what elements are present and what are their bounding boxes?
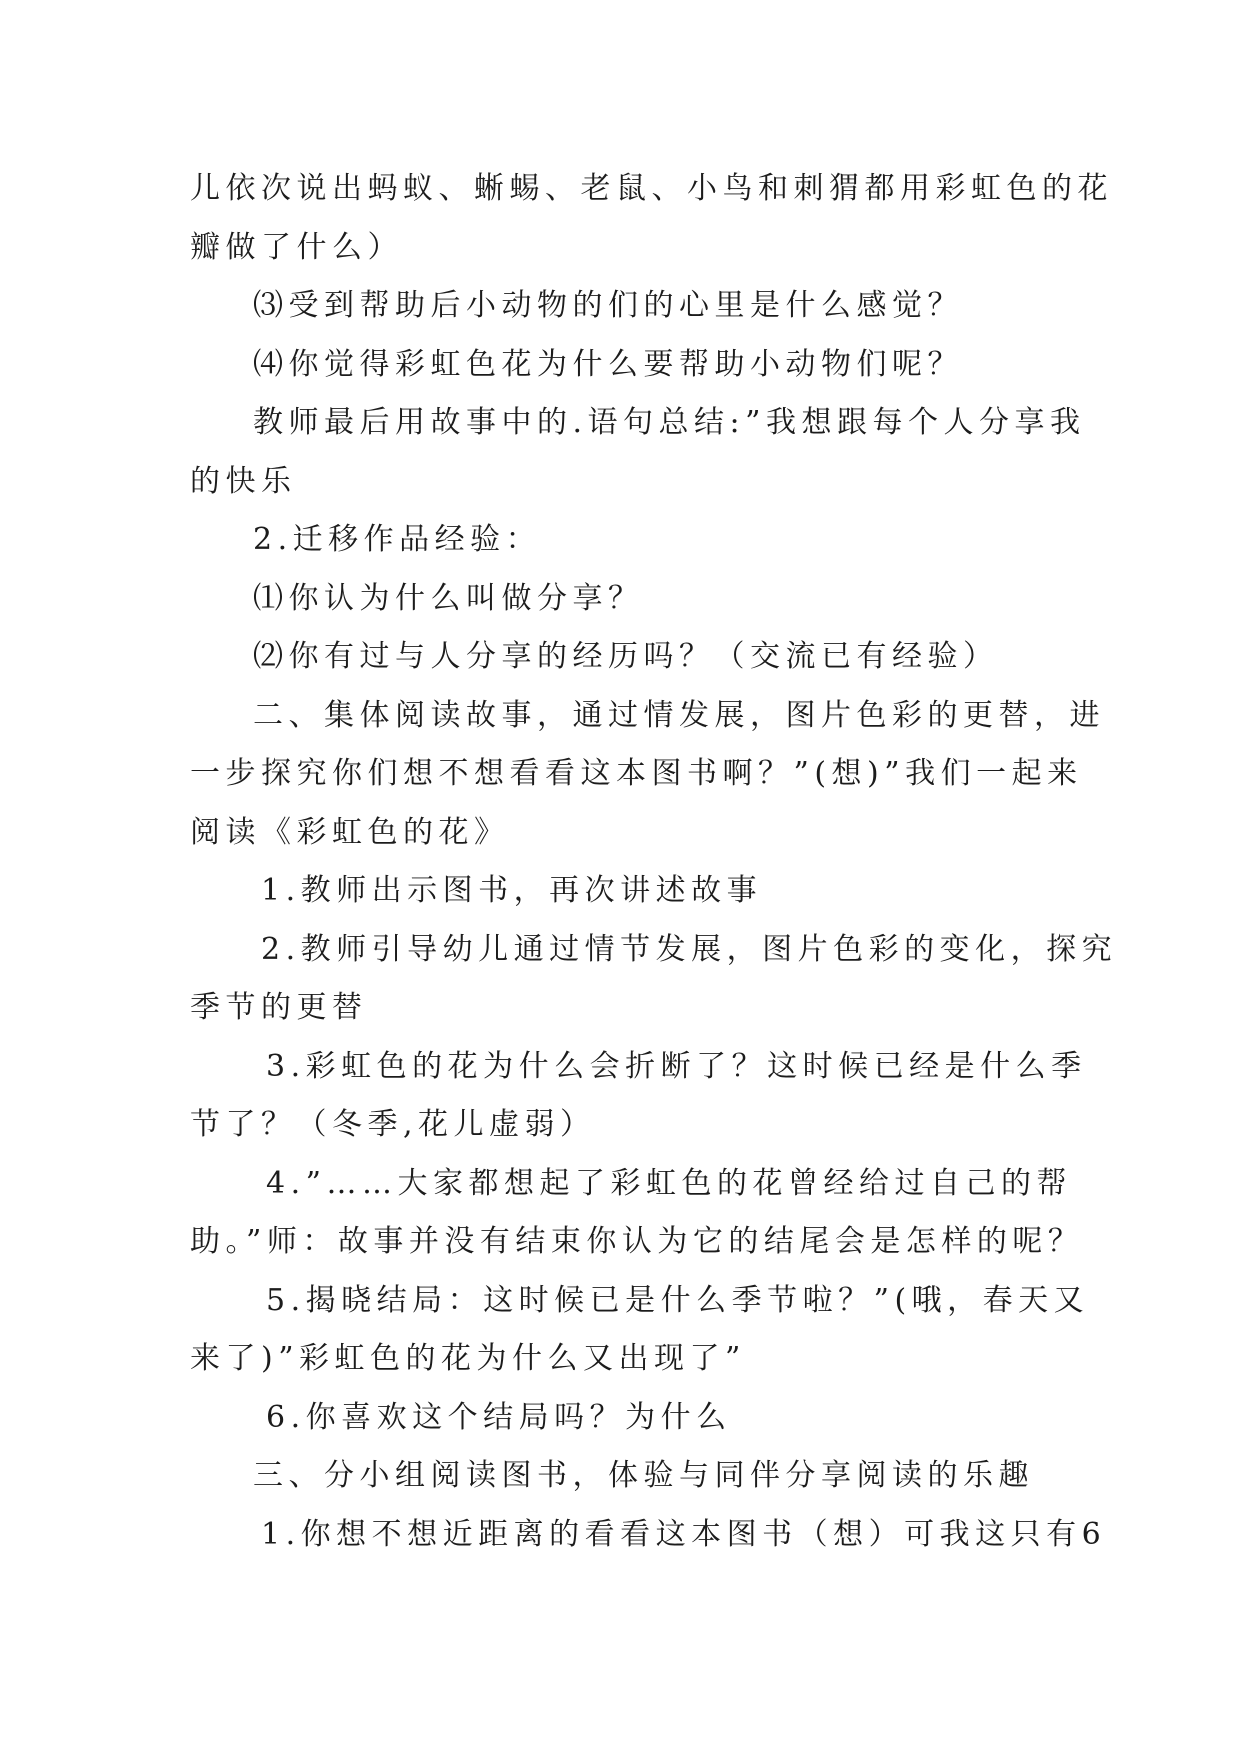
text-line: 1.教师出示图书，再次讲述故事 [261, 873, 763, 908]
document-body [190, 160, 1118, 1564]
text-line: 3.彩虹色的花为什么会折断了？这时候已经是什么季 [266, 1048, 1087, 1084]
text-line: 瓣做了什么） [190, 229, 403, 265]
text-line: 4.”……大家都想起了彩虹色的花曾经给过自己的帮 [266, 1165, 1072, 1201]
text-line: 6.你喜欢这个结局吗？为什么 [266, 1399, 732, 1435]
text-line: ⑴你认为什么叫做分享？ [253, 580, 644, 616]
text-line: 季节的更替 [190, 990, 368, 1025]
text-line: 助。”师：故事并没有结束你认为它的结尾会是怎样的呢？ [190, 1224, 1084, 1259]
text-line: 5.揭晓结局：这时候已是什么季节啦？”(哦，春天又 [266, 1282, 1090, 1318]
section-heading: 三、分小组阅读图书，体验与同伴分享阅读的乐趣 [253, 1458, 1034, 1493]
section-heading: 二、集体阅读故事，通过情发展，图片色彩的更替，进 [253, 697, 1105, 733]
text-line: 1.你想不想近距离的看看这本图书（想）可我这只有6 [261, 1516, 1107, 1552]
text-line: ⑵你有过与人分享的经历吗？（交流已有经验） [253, 639, 999, 674]
text-line: 来了)”彩虹色的花为什么又出现了” [190, 1341, 746, 1376]
text-line: 2.迁移作品经验： [253, 522, 542, 557]
text-line: 教师最后用故事中的.语句总结:”我想跟每个人分享我 [253, 405, 1086, 440]
text-line: 儿依次说出蚂蚁、蜥蜴、老鼠、小鸟和刺猬都用彩虹色的花 [190, 171, 1113, 206]
text-line: 一步探究你们想不想看看这本图书啊？”(想)”我们一起来 [190, 756, 1083, 791]
text-line: 阅读《彩虹色的花》 [190, 814, 510, 850]
text-line: 2.教师引导幼儿通过情节发展，图片色彩的变化，探究 [261, 931, 1118, 967]
text-line: ⑶受到帮助后小动物的们的心里是什么感觉？ [253, 288, 963, 323]
text-line: 节了？（冬季,花儿虚弱） [190, 1107, 596, 1142]
text-line: ⑷你觉得彩虹色花为什么要帮助小动物们呢？ [253, 346, 963, 382]
text-line: 的快乐 [190, 463, 297, 499]
